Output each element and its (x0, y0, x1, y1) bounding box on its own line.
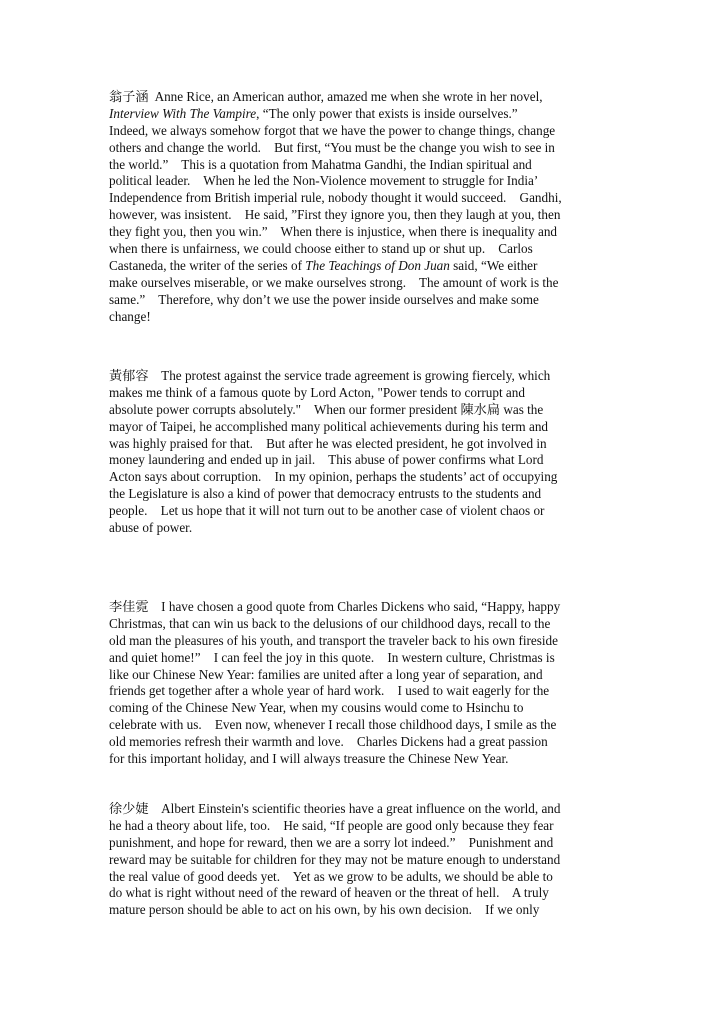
text-segment: when there is unfairness, we could choose either to stand up or shut up. Carlos (109, 241, 533, 257)
text-line (109, 402, 611, 419)
text-line (109, 869, 611, 886)
text-segment: coming of the Chinese New Year, when my cousins would come to Hsinchu to (109, 700, 524, 716)
text-line (109, 419, 611, 436)
text-segment: Independence from British imperial rule, nobody thought it would succeed. Gandhi, (109, 190, 562, 206)
text-line (109, 207, 611, 224)
paragraph-1 (109, 89, 611, 325)
text-segment: like our Chinese New Year: families are united after a long year of separation, and (109, 666, 543, 682)
text-segment: the Legislature is also a kind of power that democracy entrusts to the students and (109, 486, 542, 502)
text-segment: makes me think of a famous quote by Lord Acton, "Power tends to corrupt and (109, 384, 525, 400)
text-line (109, 633, 611, 650)
text-segment: mayor of Taipei, he accomplished many political achievements during his term and (109, 418, 549, 434)
text-line (109, 885, 611, 902)
paragraph-2 (109, 368, 611, 537)
text-line (109, 700, 611, 717)
text-segment: mature person should be able to act on his own, by his own decision. If we only (109, 902, 540, 918)
text-line (109, 309, 611, 326)
text-line (109, 734, 611, 751)
paragraph-4 (109, 801, 611, 919)
text-segment: they fight you, then you win.” When there is injustice, when there is inequality and (109, 224, 558, 240)
text-segment: same.” Therefore, why don’t we use the power inside ourselves and make some (109, 291, 539, 307)
text-segment: others and change the world. But first, “You must be the change you wish to see in (109, 139, 555, 155)
text-segment: Indeed, we always somehow forgot that we have the power to change things, change (109, 122, 556, 138)
text-segment: the real value of good deeds yet. Yet as we grow to be adults, we should be able to (109, 868, 553, 884)
text-line (109, 486, 611, 503)
text-segment: friends get together after a whole year of hard work. I used to wait eagerly for the (109, 683, 550, 699)
text-line (109, 667, 611, 684)
text-segment: the world.” This is a quotation from Mahatma Gandhi, the Indian spiritual and (109, 156, 532, 172)
text-segment: Acton says about corruption. In my opinion, perhaps the students’ act of occupying (109, 469, 558, 485)
book-title: The Teachings of Don Juan (305, 257, 450, 273)
text-line (109, 801, 611, 818)
text-segment: punishment, and hope for reward, then we are a sorry lot indeed.” Punishment and (109, 834, 554, 850)
text-segment: abuse of power. (109, 520, 193, 536)
text-segment: Anne Rice, an American author, amazed me when she wrote in her novel, (154, 89, 543, 104)
text-segment: celebrate with us. Even now, whenever I recall those childhood days, I smile as the (109, 717, 557, 733)
text-segment: said, “We either (449, 257, 538, 273)
text-line (109, 751, 611, 768)
text-line (109, 683, 611, 700)
text-line (109, 503, 611, 520)
text-line (109, 616, 611, 633)
text-line (109, 241, 611, 258)
text-segment: change! (109, 308, 151, 324)
text-line (109, 436, 611, 453)
text-line (109, 89, 611, 106)
book-title: Interview With The Vampire (109, 105, 257, 121)
text-segment: , “The only power that exists is inside ourselves.” (256, 105, 518, 121)
text-line (109, 650, 611, 667)
text-line (109, 157, 611, 174)
text-line (109, 106, 611, 123)
text-segment: and quiet home!” I can feel the joy in this quote. In western culture, Christmas is (109, 649, 555, 665)
author-name: 黃郁容 (109, 368, 149, 383)
author-name: 徐少婕 (109, 801, 149, 816)
text-line (109, 140, 611, 157)
text-segment: reward may be suitable for children for they may not be mature enough to understand (109, 851, 561, 867)
text-segment: The protest against the service trade agreement is growing fiercely, which (154, 368, 551, 383)
text-segment: I have chosen a good quote from Charles Dickens who said, “Happy, happy (154, 599, 561, 614)
text-segment: do what is right without need of the reward of heaven or the threat of hell. A truly (109, 885, 549, 901)
text-line (109, 385, 611, 402)
text-line (109, 818, 611, 835)
text-segment: for this important holiday, and I will always treasure the Chinese New Year. (109, 751, 509, 767)
text-line (109, 520, 611, 537)
text-line (109, 452, 611, 469)
text-segment: absolute power corrupts absolutely." When our former president 陳水扁 was the (109, 401, 544, 417)
text-line (109, 368, 611, 385)
text-line (109, 902, 611, 919)
author-name: 李佳霓 (109, 599, 149, 614)
text-line (109, 835, 611, 852)
text-segment: however, was insistent. He said, ”First they ignore you, then they laugh at you, then (109, 207, 561, 223)
text-segment: he had a theory about life, too. He said, “If people are good only because they fear (109, 817, 554, 833)
text-line (109, 123, 611, 140)
text-line (109, 190, 611, 207)
text-line (109, 852, 611, 869)
text-segment: Castaneda, the writer of the series of (109, 257, 306, 273)
text-line (109, 173, 611, 190)
text-segment: money laundering and ended up in jail. This abuse of power confirms what Lord (109, 452, 544, 468)
text-segment: people. Let us hope that it will not turn out to be another case of violent chaos or (109, 503, 545, 519)
text-segment: Christmas, that can win us back to the delusions of our childhood days, recall to the (109, 615, 551, 631)
text-segment: was highly praised for that. But after he was elected president, he got involved in (109, 435, 547, 451)
author-name: 翁子涵 (109, 89, 149, 104)
paragraph-3 (109, 599, 611, 768)
text-segment: make ourselves miserable, or we make ourselves strong. The amount of work is the (109, 274, 559, 290)
text-line (109, 275, 611, 292)
text-line (109, 258, 611, 275)
text-line (109, 292, 611, 309)
text-segment: old man the pleasures of his youth, and transport the traveler back to his own fireside (109, 632, 558, 648)
text-segment: political leader. When he led the Non-Violence movement to struggle for India’ (109, 173, 539, 189)
text-line (109, 717, 611, 734)
text-segment: Albert Einstein's scientific theories have a great influence on the world, and (154, 801, 561, 816)
text-line (109, 599, 611, 616)
text-line (109, 469, 611, 486)
text-segment: old memories refresh their warmth and love. Charles Dickens had a great passion (109, 734, 548, 750)
text-line (109, 224, 611, 241)
